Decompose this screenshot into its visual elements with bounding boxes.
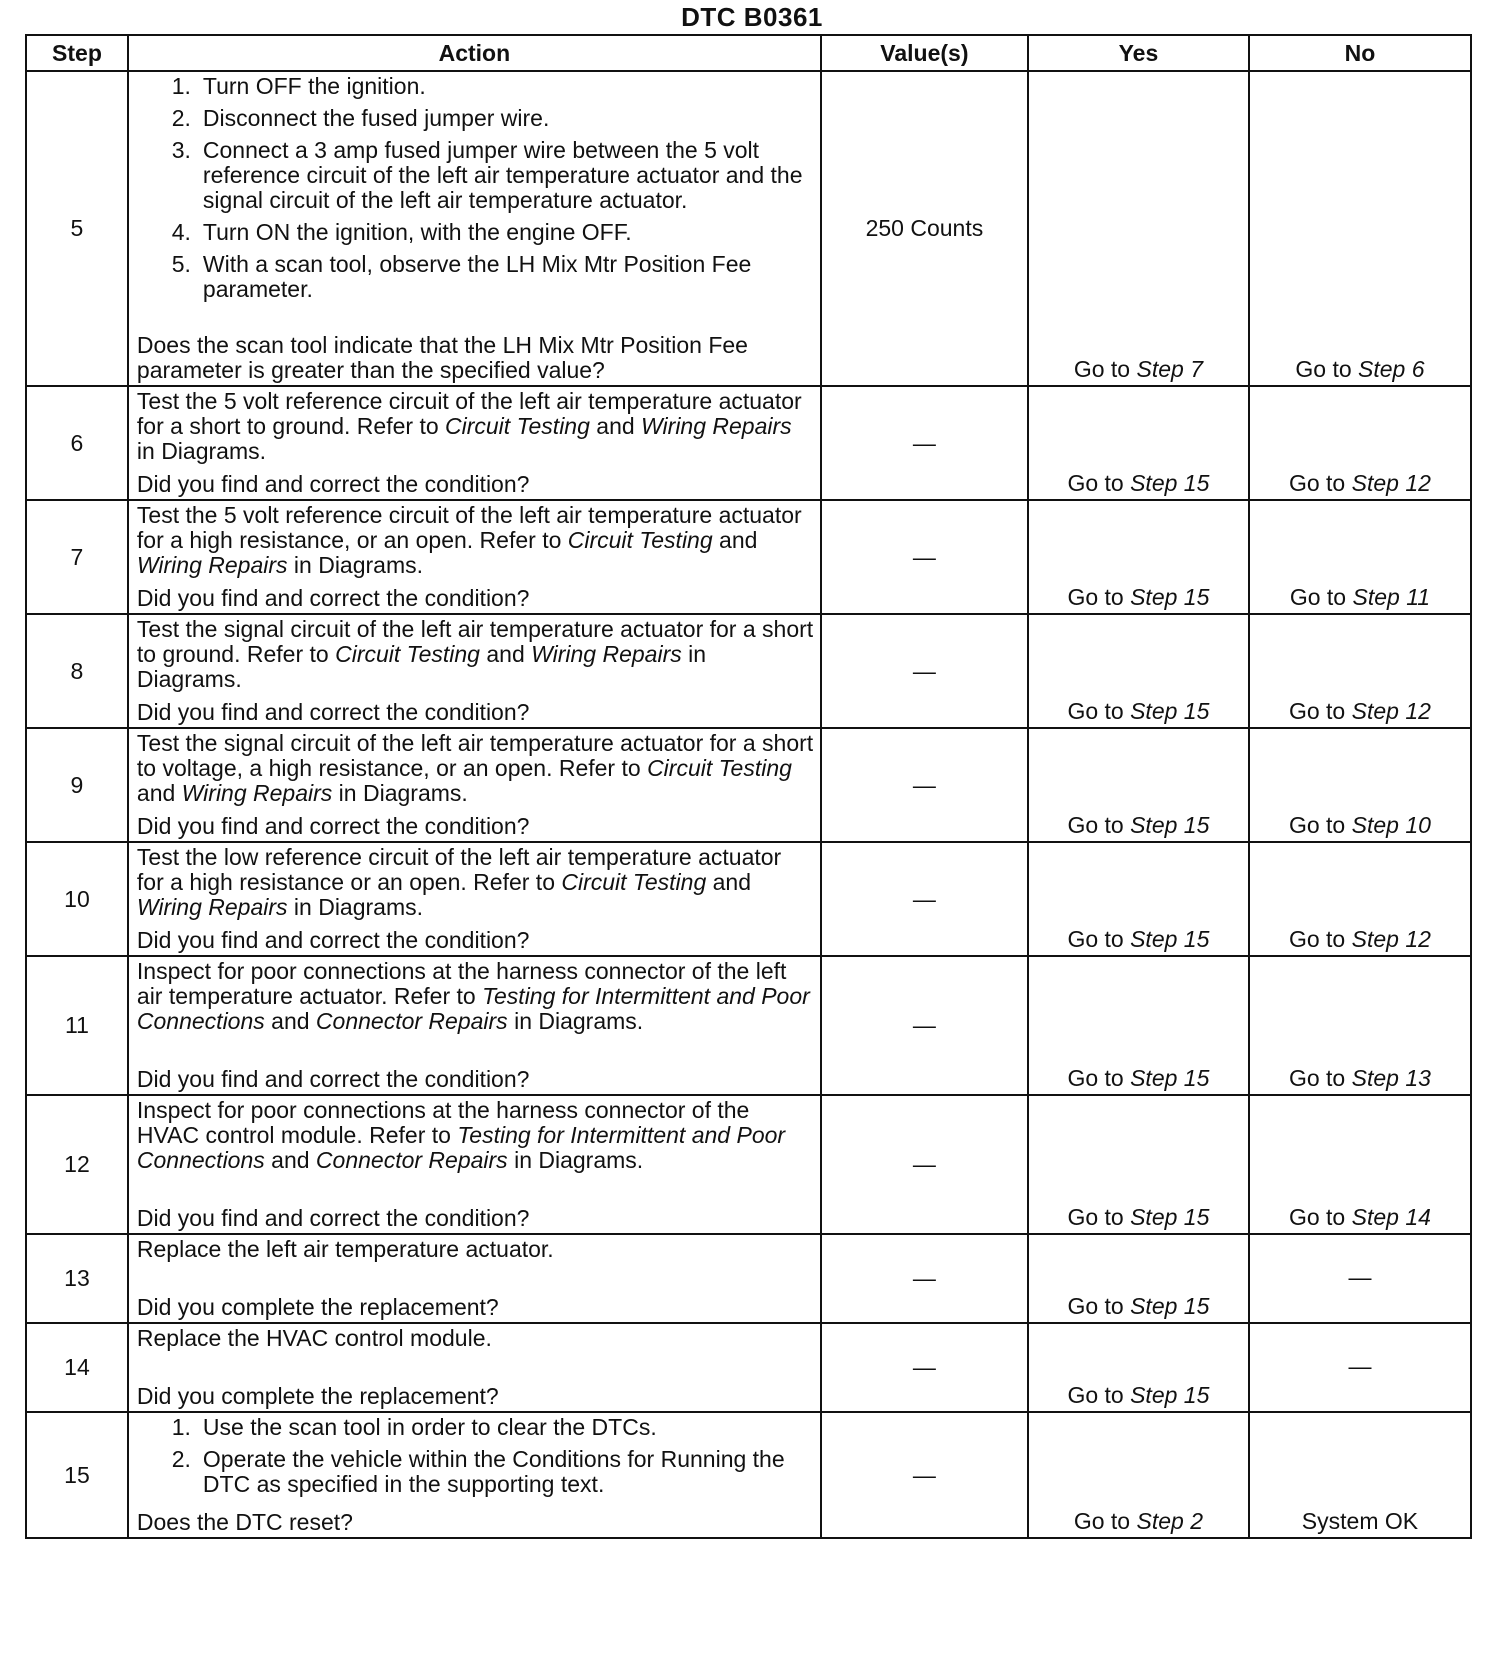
action-content bbox=[129, 843, 820, 955]
list-item bbox=[137, 106, 814, 131]
item-number: 4. bbox=[171, 219, 191, 245]
goto-step-ref: Step 15 bbox=[1130, 470, 1210, 496]
action-content bbox=[129, 1324, 820, 1411]
instruction-text: and bbox=[479, 641, 532, 667]
action-question: Did you find and correct the condition? bbox=[136, 1066, 530, 1092]
action-steps-list bbox=[137, 74, 814, 309]
instruction-text: in Diagrams. bbox=[332, 780, 468, 806]
item-text: Operate the vehicle within the Conditions for Running the DTC as specified in the supporting text. bbox=[202, 1446, 785, 1497]
instruction-text: and bbox=[264, 1008, 316, 1034]
action-instruction bbox=[137, 503, 814, 578]
header-values: Value(s) bbox=[821, 35, 1028, 71]
reference-link-text: Wiring Repairs bbox=[531, 641, 682, 667]
action-instruction bbox=[137, 1237, 814, 1262]
goto-prefix: Go to bbox=[1288, 698, 1346, 724]
instruction-text: and bbox=[589, 413, 642, 439]
goto-step-ref: Step 12 bbox=[1351, 926, 1431, 952]
item-text: Disconnect the fused jumper wire. bbox=[202, 105, 550, 131]
instruction-text: Inspect for poor connections at the harness connector of the HVAC control module. Refer to bbox=[136, 1097, 750, 1148]
action-cell bbox=[128, 614, 821, 728]
spacer bbox=[137, 692, 814, 694]
header-row bbox=[26, 35, 1471, 71]
goto-step-ref: Step 15 bbox=[1130, 812, 1210, 838]
item-number: 2. bbox=[171, 105, 191, 131]
goto-step-ref: Step 15 bbox=[1130, 1204, 1210, 1230]
goto-step-ref: Step 13 bbox=[1351, 1065, 1431, 1091]
no-result: System OK bbox=[1301, 1508, 1419, 1534]
value-cell: — bbox=[821, 1412, 1028, 1538]
reference-link-text: Circuit Testing bbox=[335, 641, 480, 667]
goto-step-ref: Step 15 bbox=[1130, 1065, 1210, 1091]
item-number: 5. bbox=[171, 251, 191, 277]
reference-link-text: Circuit Testing bbox=[445, 413, 590, 439]
action-cell bbox=[128, 386, 821, 500]
action-content bbox=[129, 1413, 820, 1537]
action-cell bbox=[128, 842, 821, 956]
instruction-text: Replace the HVAC control module. bbox=[136, 1325, 492, 1351]
item-text: Connect a 3 amp fused jumper wire between the 5 volt reference circuit of the left air temperature actuator and the signal circuit of the left air temperature actuator. bbox=[202, 137, 803, 213]
instruction-text: Test the signal circuit of the left air temperature actuator for a short to voltage, a high resistance, or an open. Refer to bbox=[136, 730, 814, 781]
action-content bbox=[129, 1096, 820, 1233]
no-cell bbox=[1249, 71, 1471, 386]
action-instruction bbox=[137, 617, 814, 692]
action-instruction bbox=[137, 731, 814, 806]
action-question: Did you find and correct the condition? bbox=[136, 927, 530, 953]
reference-link-text: Wiring Repairs bbox=[181, 780, 333, 806]
yes-cell bbox=[1028, 500, 1249, 614]
table-row bbox=[26, 500, 1471, 614]
step-number: 9 bbox=[26, 728, 128, 842]
action-question: Does the DTC reset? bbox=[136, 1509, 353, 1535]
reference-link-text: Testing for Intermittent and Poor Connections bbox=[136, 983, 810, 1034]
instruction-text: in Diagrams. bbox=[287, 894, 424, 920]
list-item bbox=[137, 74, 814, 99]
reference-link-text: Circuit Testing bbox=[561, 869, 707, 895]
spacer bbox=[137, 920, 814, 922]
header-step: Step bbox=[26, 35, 128, 71]
spacer bbox=[137, 464, 814, 466]
action-instruction bbox=[137, 1326, 814, 1351]
instruction-text: and bbox=[264, 1147, 316, 1173]
goto-step-ref: Step 11 bbox=[1352, 584, 1431, 610]
instruction-text: Test the 5 volt reference circuit of the left air temperature actuator for a short to ground. Refer to bbox=[136, 388, 802, 439]
instruction-text: Replace the left air temperature actuator. bbox=[136, 1236, 554, 1262]
yes-cell bbox=[1028, 386, 1249, 500]
goto-prefix: Go to bbox=[1067, 698, 1124, 724]
spacer bbox=[137, 1262, 814, 1289]
goto-step-ref: Step 14 bbox=[1351, 1204, 1431, 1230]
list-item bbox=[137, 1415, 814, 1440]
item-text: Turn OFF the ignition. bbox=[202, 73, 426, 99]
reference-link-text: Wiring Repairs bbox=[136, 894, 288, 920]
action-question: Did you find and correct the condition? bbox=[136, 699, 530, 725]
goto-prefix: Go to bbox=[1073, 356, 1131, 382]
list-item bbox=[137, 220, 814, 245]
item-number: 1. bbox=[171, 73, 191, 99]
item-text: With a scan tool, observe the LH Mix Mtr Position Fee parameter. bbox=[202, 251, 752, 302]
reference-link-text: Connector Repairs bbox=[315, 1008, 508, 1034]
table-row bbox=[26, 1412, 1471, 1538]
action-steps-list bbox=[137, 1415, 814, 1504]
yes-cell bbox=[1028, 71, 1249, 386]
goto-step-ref: Step 15 bbox=[1130, 1293, 1210, 1319]
table-row bbox=[26, 1234, 1471, 1323]
yes-cell bbox=[1028, 956, 1249, 1095]
yes-cell bbox=[1028, 1095, 1249, 1234]
goto-prefix: Go to bbox=[1289, 584, 1347, 610]
no-cell bbox=[1249, 500, 1471, 614]
action-content bbox=[129, 1235, 820, 1322]
header-no: No bbox=[1249, 35, 1471, 71]
reference-link-text: Circuit Testing bbox=[647, 755, 792, 781]
action-content bbox=[129, 957, 820, 1094]
goto-prefix: Go to bbox=[1067, 1065, 1124, 1091]
action-cell bbox=[128, 728, 821, 842]
table-row bbox=[26, 1323, 1471, 1412]
action-question: Did you find and correct the condition? bbox=[136, 813, 530, 839]
spacer bbox=[137, 1351, 814, 1378]
value-cell: — bbox=[821, 386, 1028, 500]
item-number: 2. bbox=[171, 1446, 191, 1472]
value-cell: — bbox=[821, 1095, 1028, 1234]
action-cell bbox=[128, 1323, 821, 1412]
value-cell: — bbox=[821, 1234, 1028, 1323]
no-cell bbox=[1249, 614, 1471, 728]
action-question: Did you find and correct the condition? bbox=[136, 471, 530, 497]
no-cell bbox=[1249, 728, 1471, 842]
action-question: Does the scan tool indicate that the LH Mix Mtr Position Fee parameter is greater than the specified value? bbox=[136, 332, 748, 383]
action-content bbox=[129, 501, 820, 613]
table-row bbox=[26, 728, 1471, 842]
diagnostic-table bbox=[25, 34, 1472, 1539]
action-content bbox=[129, 72, 820, 385]
yes-cell bbox=[1028, 614, 1249, 728]
goto-prefix: Go to bbox=[1067, 1382, 1124, 1408]
instruction-text: and bbox=[706, 869, 752, 895]
goto-step-ref: Step 6 bbox=[1358, 356, 1425, 382]
step-number: 13 bbox=[26, 1234, 128, 1323]
instruction-text: Inspect for poor connections at the harness connector of the left air temperature actuator. Refer to bbox=[136, 958, 787, 1009]
action-instruction bbox=[137, 1098, 814, 1173]
goto-step-ref: Step 15 bbox=[1130, 926, 1210, 952]
goto-step-ref: Step 2 bbox=[1136, 1508, 1203, 1534]
action-content bbox=[129, 729, 820, 841]
step-number: 7 bbox=[26, 500, 128, 614]
yes-cell bbox=[1028, 728, 1249, 842]
header-yes: Yes bbox=[1028, 35, 1249, 71]
goto-prefix: Go to bbox=[1067, 812, 1124, 838]
goto-step-ref: Step 12 bbox=[1351, 698, 1431, 724]
goto-step-ref: Step 12 bbox=[1351, 470, 1431, 496]
action-cell bbox=[128, 1095, 821, 1234]
reference-link-text: Wiring Repairs bbox=[641, 413, 792, 439]
list-item bbox=[137, 138, 814, 213]
no-result: — bbox=[1348, 1264, 1372, 1290]
goto-step-ref: Step 15 bbox=[1130, 698, 1210, 724]
action-cell bbox=[128, 956, 821, 1095]
instruction-text: Test the signal circuit of the left air temperature actuator for a short to ground. Refer to bbox=[136, 616, 814, 667]
action-question: Did you find and correct the condition? bbox=[136, 1205, 530, 1231]
value-cell: — bbox=[821, 500, 1028, 614]
instruction-text: in Diagrams. bbox=[507, 1147, 644, 1173]
instruction-text: in Diagrams. bbox=[136, 641, 707, 692]
no-cell bbox=[1249, 1323, 1471, 1412]
item-text: Use the scan tool in order to clear the DTCs. bbox=[202, 1414, 657, 1440]
goto-prefix: Go to bbox=[1288, 812, 1346, 838]
goto-step-ref: Step 15 bbox=[1130, 584, 1210, 610]
action-question: Did you find and correct the condition? bbox=[136, 585, 530, 611]
instruction-text: Test the 5 volt reference circuit of the left air temperature actuator for a high resistance, or an open. Refer to bbox=[136, 502, 802, 553]
list-item bbox=[137, 252, 814, 302]
instruction-text: Test the low reference circuit of the left air temperature actuator for a high resistance or an open. Refer to bbox=[136, 844, 782, 895]
item-text: Turn ON the ignition, with the engine OFF. bbox=[202, 219, 632, 245]
reference-link-text: Testing for Intermittent and Poor Connections bbox=[136, 1122, 786, 1173]
step-number: 14 bbox=[26, 1323, 128, 1412]
yes-cell bbox=[1028, 1323, 1249, 1412]
step-number: 5 bbox=[26, 71, 128, 386]
goto-step-ref: Step 7 bbox=[1136, 356, 1203, 382]
table-row bbox=[26, 956, 1471, 1095]
table-row bbox=[26, 71, 1471, 386]
step-number: 12 bbox=[26, 1095, 128, 1234]
instruction-text: and bbox=[712, 527, 758, 553]
goto-step-ref: Step 10 bbox=[1351, 812, 1431, 838]
spacer bbox=[137, 1034, 814, 1061]
list-item bbox=[137, 1447, 814, 1497]
action-cell bbox=[128, 71, 821, 386]
table-row bbox=[26, 614, 1471, 728]
table-row bbox=[26, 386, 1471, 500]
goto-prefix: Go to bbox=[1288, 1204, 1346, 1230]
goto-prefix: Go to bbox=[1288, 926, 1346, 952]
no-cell bbox=[1249, 956, 1471, 1095]
action-content bbox=[129, 387, 820, 499]
value-cell: 250 Counts bbox=[821, 71, 1028, 386]
step-number: 11 bbox=[26, 956, 128, 1095]
no-cell bbox=[1249, 386, 1471, 500]
instruction-text: in Diagrams. bbox=[287, 552, 424, 578]
instruction-text: in Diagrams. bbox=[136, 438, 267, 464]
item-number: 3. bbox=[171, 137, 191, 163]
no-cell bbox=[1249, 1412, 1471, 1538]
yes-cell bbox=[1028, 1234, 1249, 1323]
no-cell bbox=[1249, 1095, 1471, 1234]
step-number: 15 bbox=[26, 1412, 128, 1538]
spacer bbox=[137, 1173, 814, 1200]
goto-prefix: Go to bbox=[1067, 584, 1124, 610]
action-instruction bbox=[137, 959, 814, 1034]
page-title: DTC B0361 bbox=[681, 2, 823, 32]
header-action: Action bbox=[128, 35, 821, 71]
action-cell bbox=[128, 500, 821, 614]
goto-prefix: Go to bbox=[1288, 1065, 1346, 1091]
goto-prefix: Go to bbox=[1067, 1293, 1124, 1319]
action-cell bbox=[128, 1234, 821, 1323]
no-result: — bbox=[1348, 1353, 1372, 1379]
value-cell: — bbox=[821, 728, 1028, 842]
spacer bbox=[137, 806, 814, 808]
reference-link-text: Circuit Testing bbox=[567, 527, 713, 553]
no-cell bbox=[1249, 1234, 1471, 1323]
table-row bbox=[26, 1095, 1471, 1234]
goto-prefix: Go to bbox=[1295, 356, 1352, 382]
value-cell: — bbox=[821, 842, 1028, 956]
item-number: 1. bbox=[171, 1414, 191, 1440]
goto-prefix: Go to bbox=[1288, 470, 1346, 496]
step-number: 8 bbox=[26, 614, 128, 728]
reference-link-text: Connector Repairs bbox=[315, 1147, 508, 1173]
goto-prefix: Go to bbox=[1067, 470, 1124, 496]
action-cell bbox=[128, 1412, 821, 1538]
step-number: 10 bbox=[26, 842, 128, 956]
value-cell: — bbox=[821, 956, 1028, 1095]
table-row bbox=[26, 842, 1471, 956]
instruction-text: in Diagrams. bbox=[507, 1008, 644, 1034]
reference-link-text: Wiring Repairs bbox=[136, 552, 288, 578]
action-instruction bbox=[137, 389, 814, 464]
goto-prefix: Go to bbox=[1073, 1508, 1131, 1534]
goto-prefix: Go to bbox=[1067, 1204, 1124, 1230]
yes-cell bbox=[1028, 842, 1249, 956]
spacer bbox=[137, 309, 814, 327]
step-number: 6 bbox=[26, 386, 128, 500]
goto-step-ref: Step 15 bbox=[1130, 1382, 1210, 1408]
action-question: Did you complete the replacement? bbox=[136, 1383, 499, 1409]
value-cell: — bbox=[821, 614, 1028, 728]
instruction-text: and bbox=[136, 780, 182, 806]
value-cell: — bbox=[821, 1323, 1028, 1412]
action-content bbox=[129, 615, 820, 727]
spacer bbox=[137, 578, 814, 580]
no-cell bbox=[1249, 842, 1471, 956]
yes-cell bbox=[1028, 1412, 1249, 1538]
goto-prefix: Go to bbox=[1067, 926, 1124, 952]
action-instruction bbox=[137, 845, 814, 920]
action-question: Did you complete the replacement? bbox=[136, 1294, 499, 1320]
